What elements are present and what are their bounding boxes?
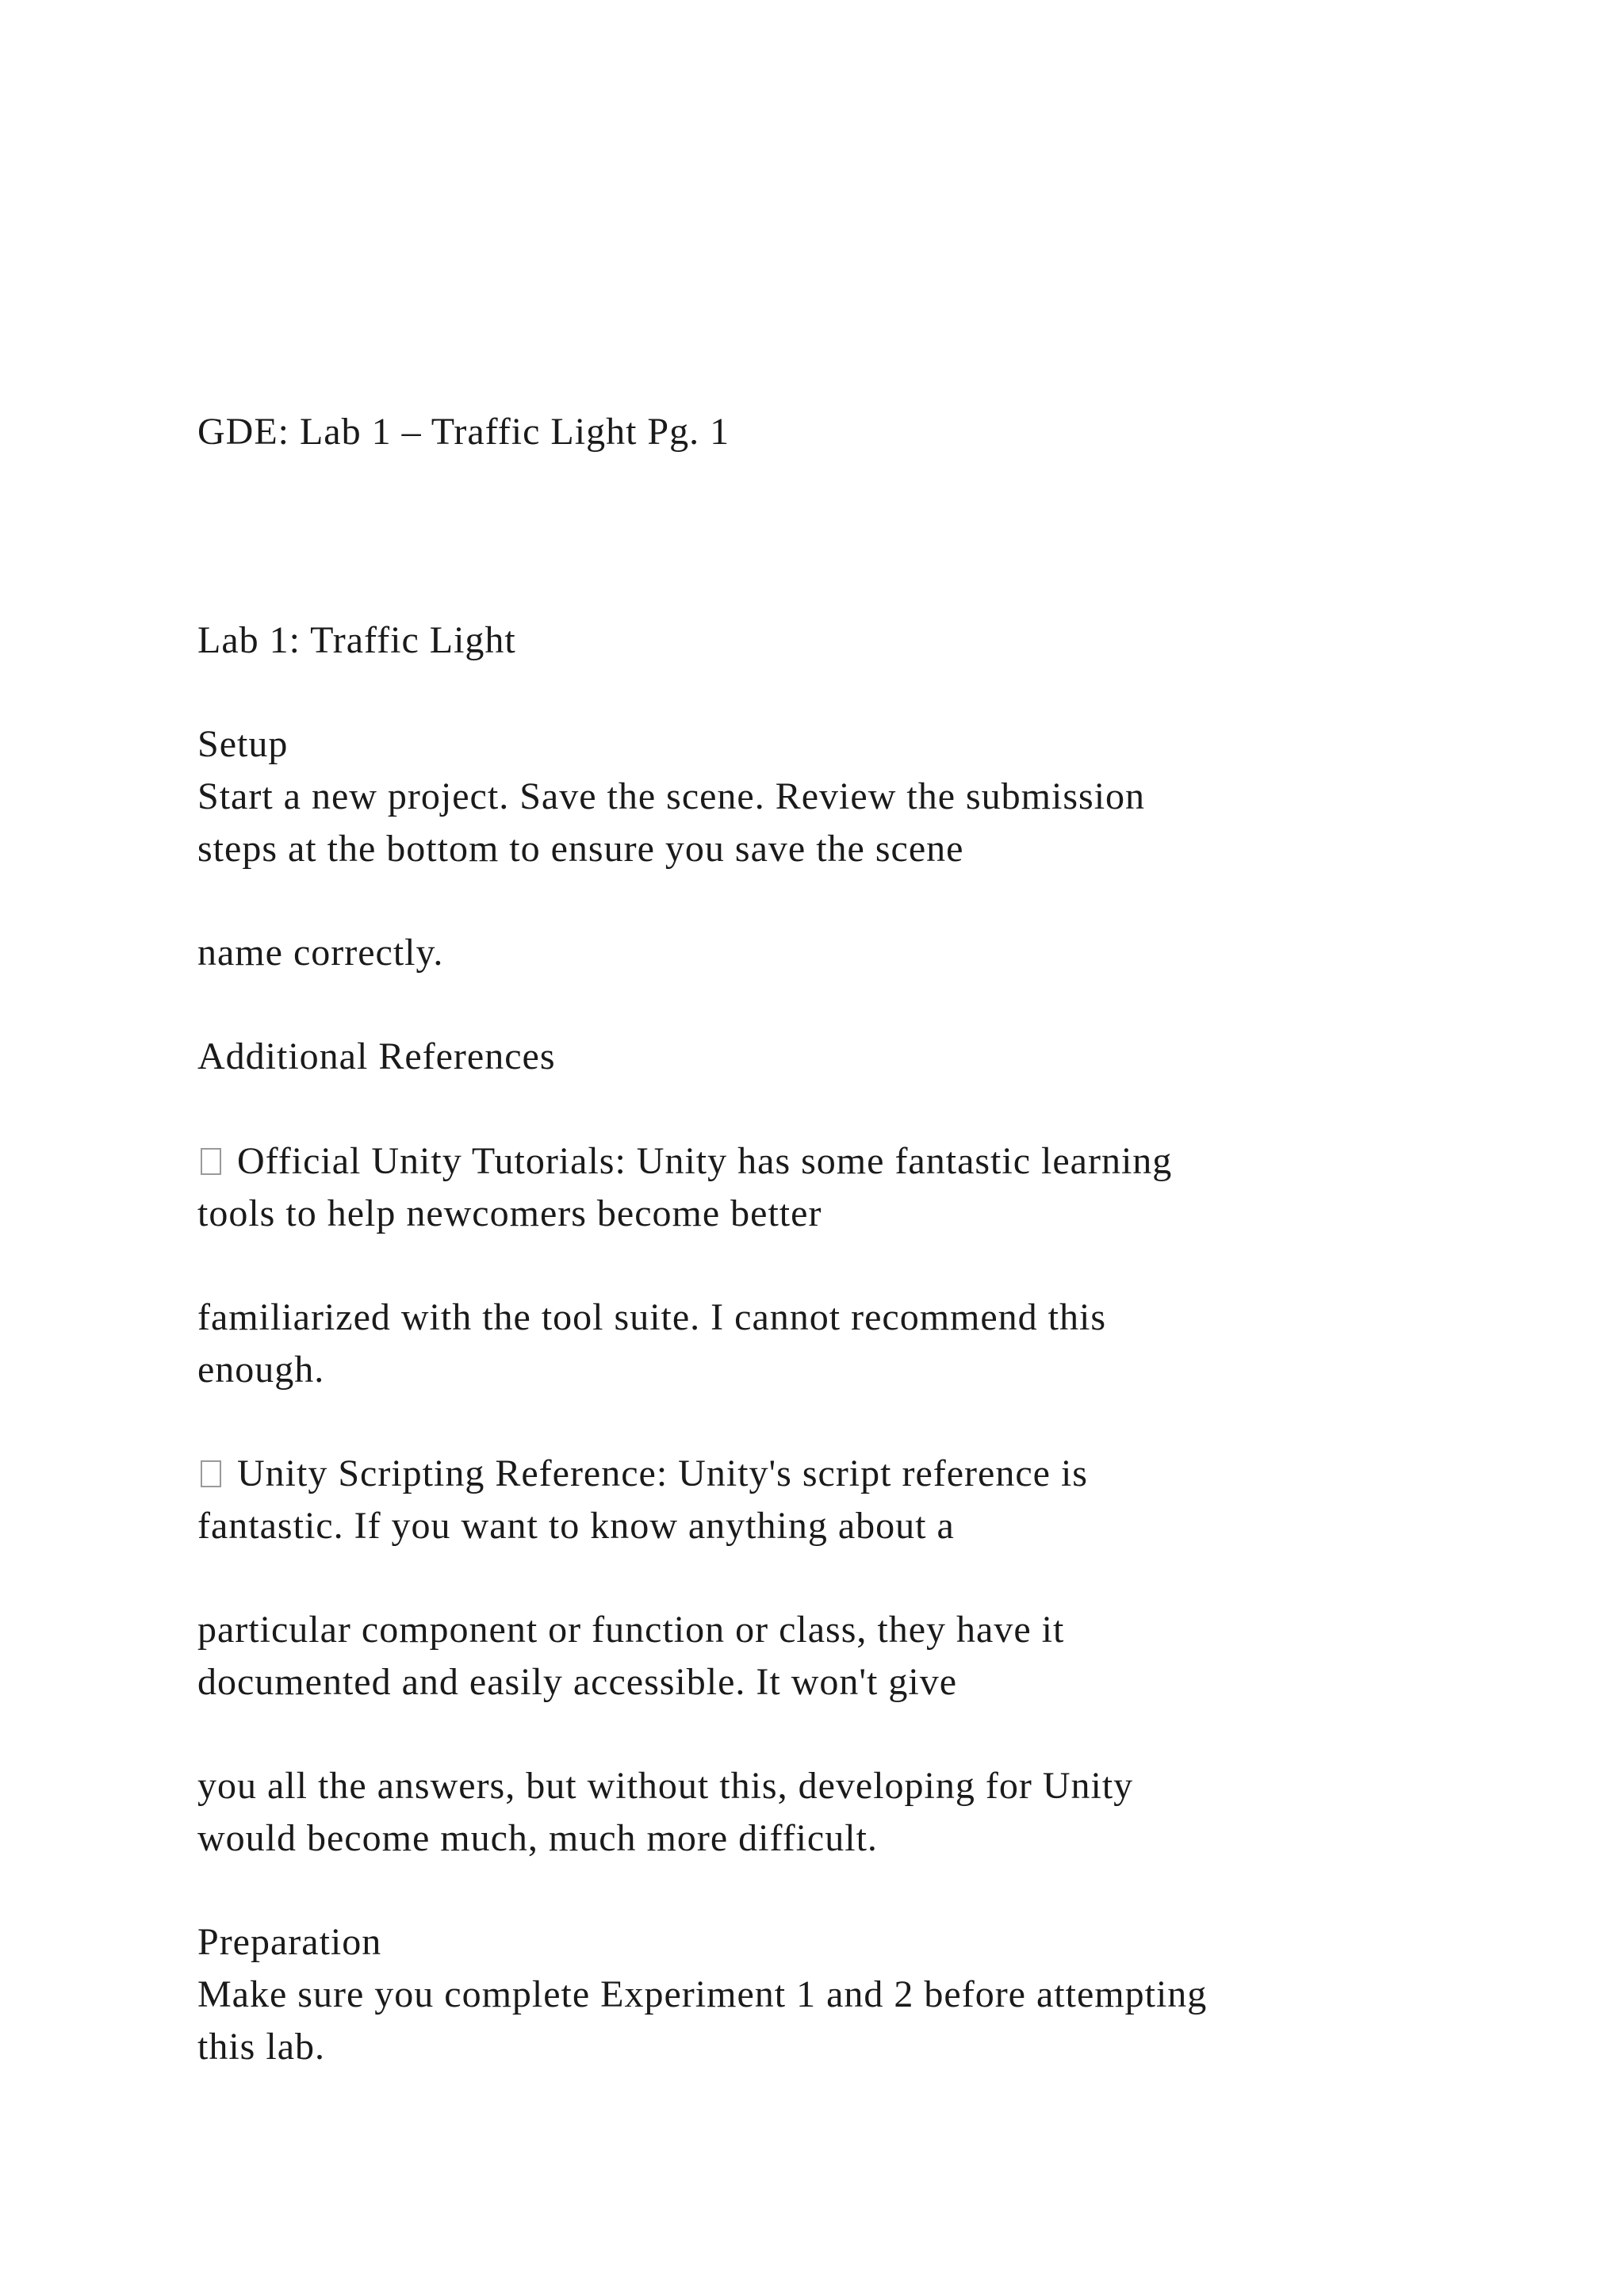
preparation-heading: Preparation <box>197 1921 382 1963</box>
reference-item-2-line-5: you all the answers, but without this, developing for Unity <box>197 1765 1134 1807</box>
document-title: Lab 1: Traffic Light <box>197 619 516 661</box>
reference-item-2-line-4: documented and easily accessible. It won't give <box>197 1661 958 1703</box>
reference-item-1-line-1: Official Unity Tutorials: Unity has some fantastic learning <box>237 1140 1173 1182</box>
reference-item-2-line-6: would become much, much more difficult. <box>197 1817 878 1859</box>
bullet-placeholder-icon <box>201 1460 221 1487</box>
preparation-line-2: this lab. <box>197 2026 325 2068</box>
setup-line-2: steps at the bottom to ensure you save the scene <box>197 828 964 870</box>
setup-heading: Setup <box>197 723 289 765</box>
reference-item-1 <box>197 1135 1172 1188</box>
bullet-placeholder-icon <box>201 1148 221 1175</box>
reference-item-1-line-2: tools to help newcomers become better <box>197 1192 822 1234</box>
reference-item-2 <box>197 1448 1088 1500</box>
setup-line-1: Start a new project. Save the scene. Review the submission <box>197 775 1146 817</box>
page-header: GDE: Lab 1 – Traffic Light Pg. 1 <box>197 411 730 453</box>
reference-item-1-line-4: enough. <box>197 1349 325 1391</box>
references-heading: Additional References <box>197 1035 556 1077</box>
reference-item-1-line-3: familiarized with the tool suite. I cannot recommend this <box>197 1296 1107 1338</box>
reference-item-2-line-2: fantastic. If you want to know anything about a <box>197 1505 955 1547</box>
preparation-line-1: Make sure you complete Experiment 1 and 2 before attempting <box>197 1973 1208 2015</box>
setup-line-3: name correctly. <box>197 932 444 974</box>
reference-item-2-line-1: Unity Scripting Reference: Unity's script reference is <box>237 1452 1088 1494</box>
reference-item-2-line-3: particular component or function or class, they have it <box>197 1609 1065 1651</box>
